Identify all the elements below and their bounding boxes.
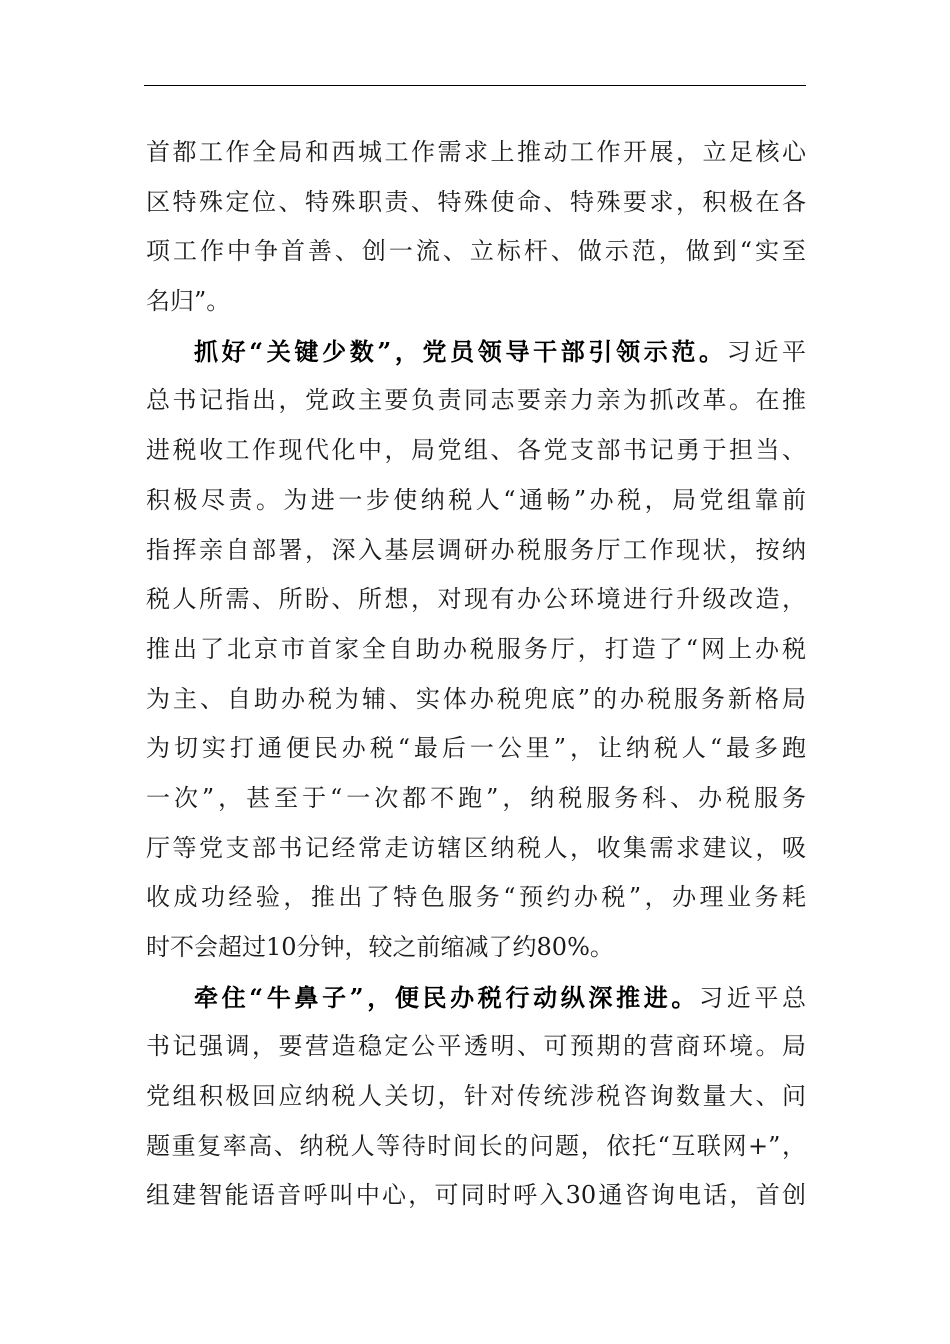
paragraph-heading: 牵住“牛鼻子”，便民办税行动纵深推进。 [194,982,700,1012]
text-line: 积极尽责。为进一步使纳税人“通畅”办税，局党组靠前 [146,485,806,514]
text-line: 税人所需、所盼、所想，对现有办公环境进行升级改造， [146,585,806,614]
text-line: 书记强调，要营造稳定公平透明、可预期的营商环境。局 [146,1032,806,1061]
text-line: 组建智能语音呼叫中心，可同时呼入30通咨询电话，首创 [146,1181,806,1210]
text-run: 习近平 [726,337,807,366]
paragraph-heading: 抓好“关键少数”，党员领导干部引领示范。 [194,336,727,366]
text-line: 时不会超过10分钟，较之前缩减了约80%。 [146,933,614,961]
text-line: 指挥亲自部署，深入基层调研办税服务厅工作现状，按纳 [146,535,806,564]
text-line: 党组积极回应纳税人关切，针对传统涉税咨询数量大、问 [146,1082,806,1111]
paragraph-3 [146,973,806,1221]
header-rule [144,85,806,86]
text-line: 总书记指出，党政主要负责同志要亲力亲为抓改革。在推 [146,386,806,415]
text-line: 区特殊定位、特殊职责、特殊使命、特殊要求，积极在各 [146,187,806,216]
text-line: 名归”。 [146,287,231,316]
text-line: 推出了北京市首家全自助办税服务厅，打造了“网上办税 [146,634,806,663]
text-line: 一次”，甚至于“一次都不跑”，纳税服务科、办税服务 [146,783,806,812]
body-text [146,128,806,1221]
text-line: 为主、自助办税为辅、实体办税兜底”的办税服务新格局 [146,684,806,713]
text-line: 项工作中争首善、创一流、立标杆、做示范，做到“实至 [146,237,806,266]
text-line [146,973,806,1023]
text-line: 为切实打通便民办税“最后一公里”，让纳税人“最多跑 [146,734,806,763]
text-line: 收成功经验，推出了特色服务“预约办税”，办理业务耗 [146,883,806,912]
text-line [146,327,806,377]
text-line: 进税收工作现代化中，局党组、各党支部书记勇于担当、 [146,436,806,465]
paragraph-1 [146,128,806,327]
text-line: 题重复率高、纳税人等待时间长的问题，依托“互联网+”， [146,1131,806,1160]
text-line: 首都工作全局和西城工作需求上推动工作开展，立足核心 [146,138,806,166]
text-line: 厅等党支部书记经常走访辖区纳税人，收集需求建议，吸 [146,833,806,862]
paragraph-2 [146,327,806,973]
text-run: 习近平总 [699,983,807,1012]
